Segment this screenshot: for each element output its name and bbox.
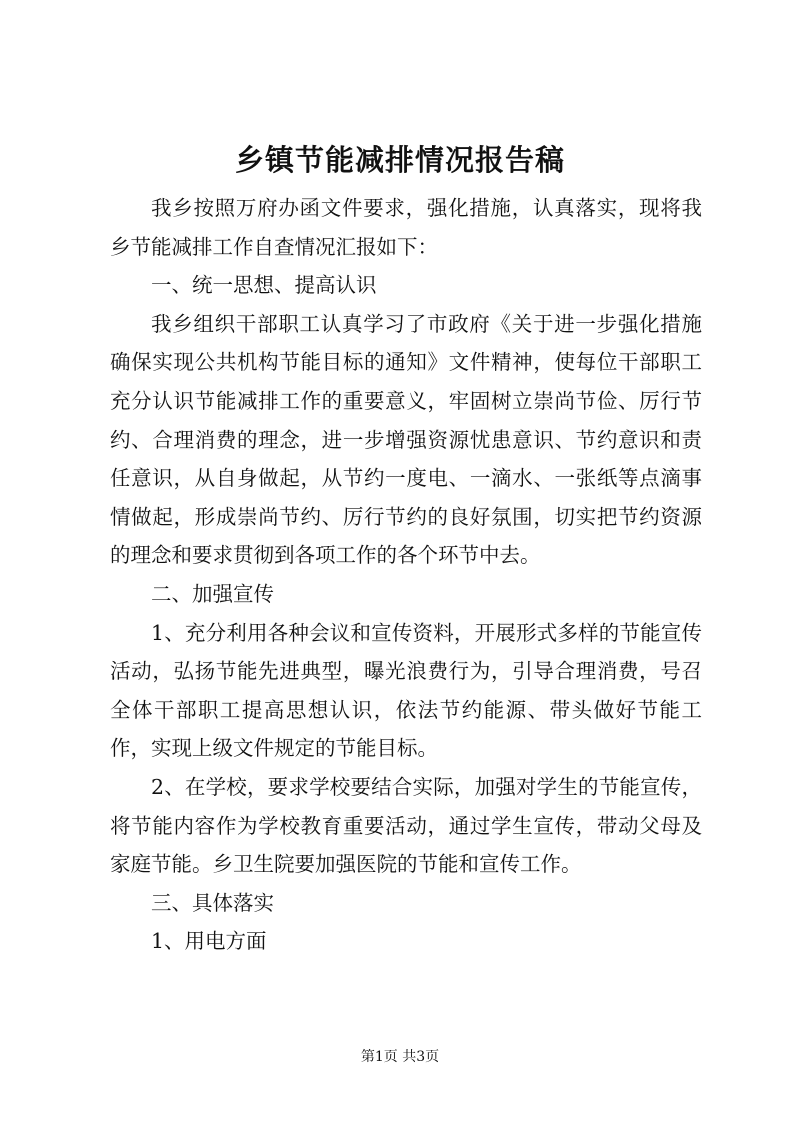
subsection-heading-electricity: 1、用电方面 <box>151 929 267 954</box>
page-number-footer: 第1页 共3页 <box>360 1049 440 1065</box>
section-heading-2: 二、加强宣传 <box>151 581 274 606</box>
paragraph-section-1: 我乡组织干部职工认真学习了市政府《关于进一步强化措施确保实现公共机构节能目标的通知》文件精神，使每位干部职工充分认识节能减排工作的重要意义，牢固树立崇尚节俭、厉行节约、合理消费的理念，进一步增强资源忧患意识、节约意识和责任意识，从自身做起，从节约一度电、一滴水、一张纸等点滴事情做起，形成崇尚节约、厉行节约的良好氛围，切实把节约资源的理念和要求贯彻到各项工作的各个环节中去。 <box>110 311 702 568</box>
document-title: 乡镇节能减排情况报告稿 <box>234 143 565 177</box>
paragraph-publicity-1: 1、充分利用各种会议和宣传资料，开展形式多样的节能宣传活动，弘扬节能先进典型，曝光浪费行为，引导合理消费，号召全体干部职工提高思想认识，依法节约能源、带头做好节能工作，实现上级文件规定的节能目标。 <box>110 620 702 761</box>
section-heading-1: 一、统一思想、提高认识 <box>151 273 377 298</box>
document-body <box>110 189 702 961</box>
paragraph-publicity-2: 2、在学校，要求学校要结合实际，加强对学生的节能宣传，将节能内容作为学校教育重要活动，通过学生宣传，带动父母及家庭节能。乡卫生院要加强医院的节能和宣传工作。 <box>110 774 702 877</box>
section-heading-3: 三、具体落实 <box>151 890 274 915</box>
paragraph-intro: 我乡按照万府办函文件要求，强化措施，认真落实，现将我乡节能减排工作自查情况汇报如下： <box>110 196 702 259</box>
